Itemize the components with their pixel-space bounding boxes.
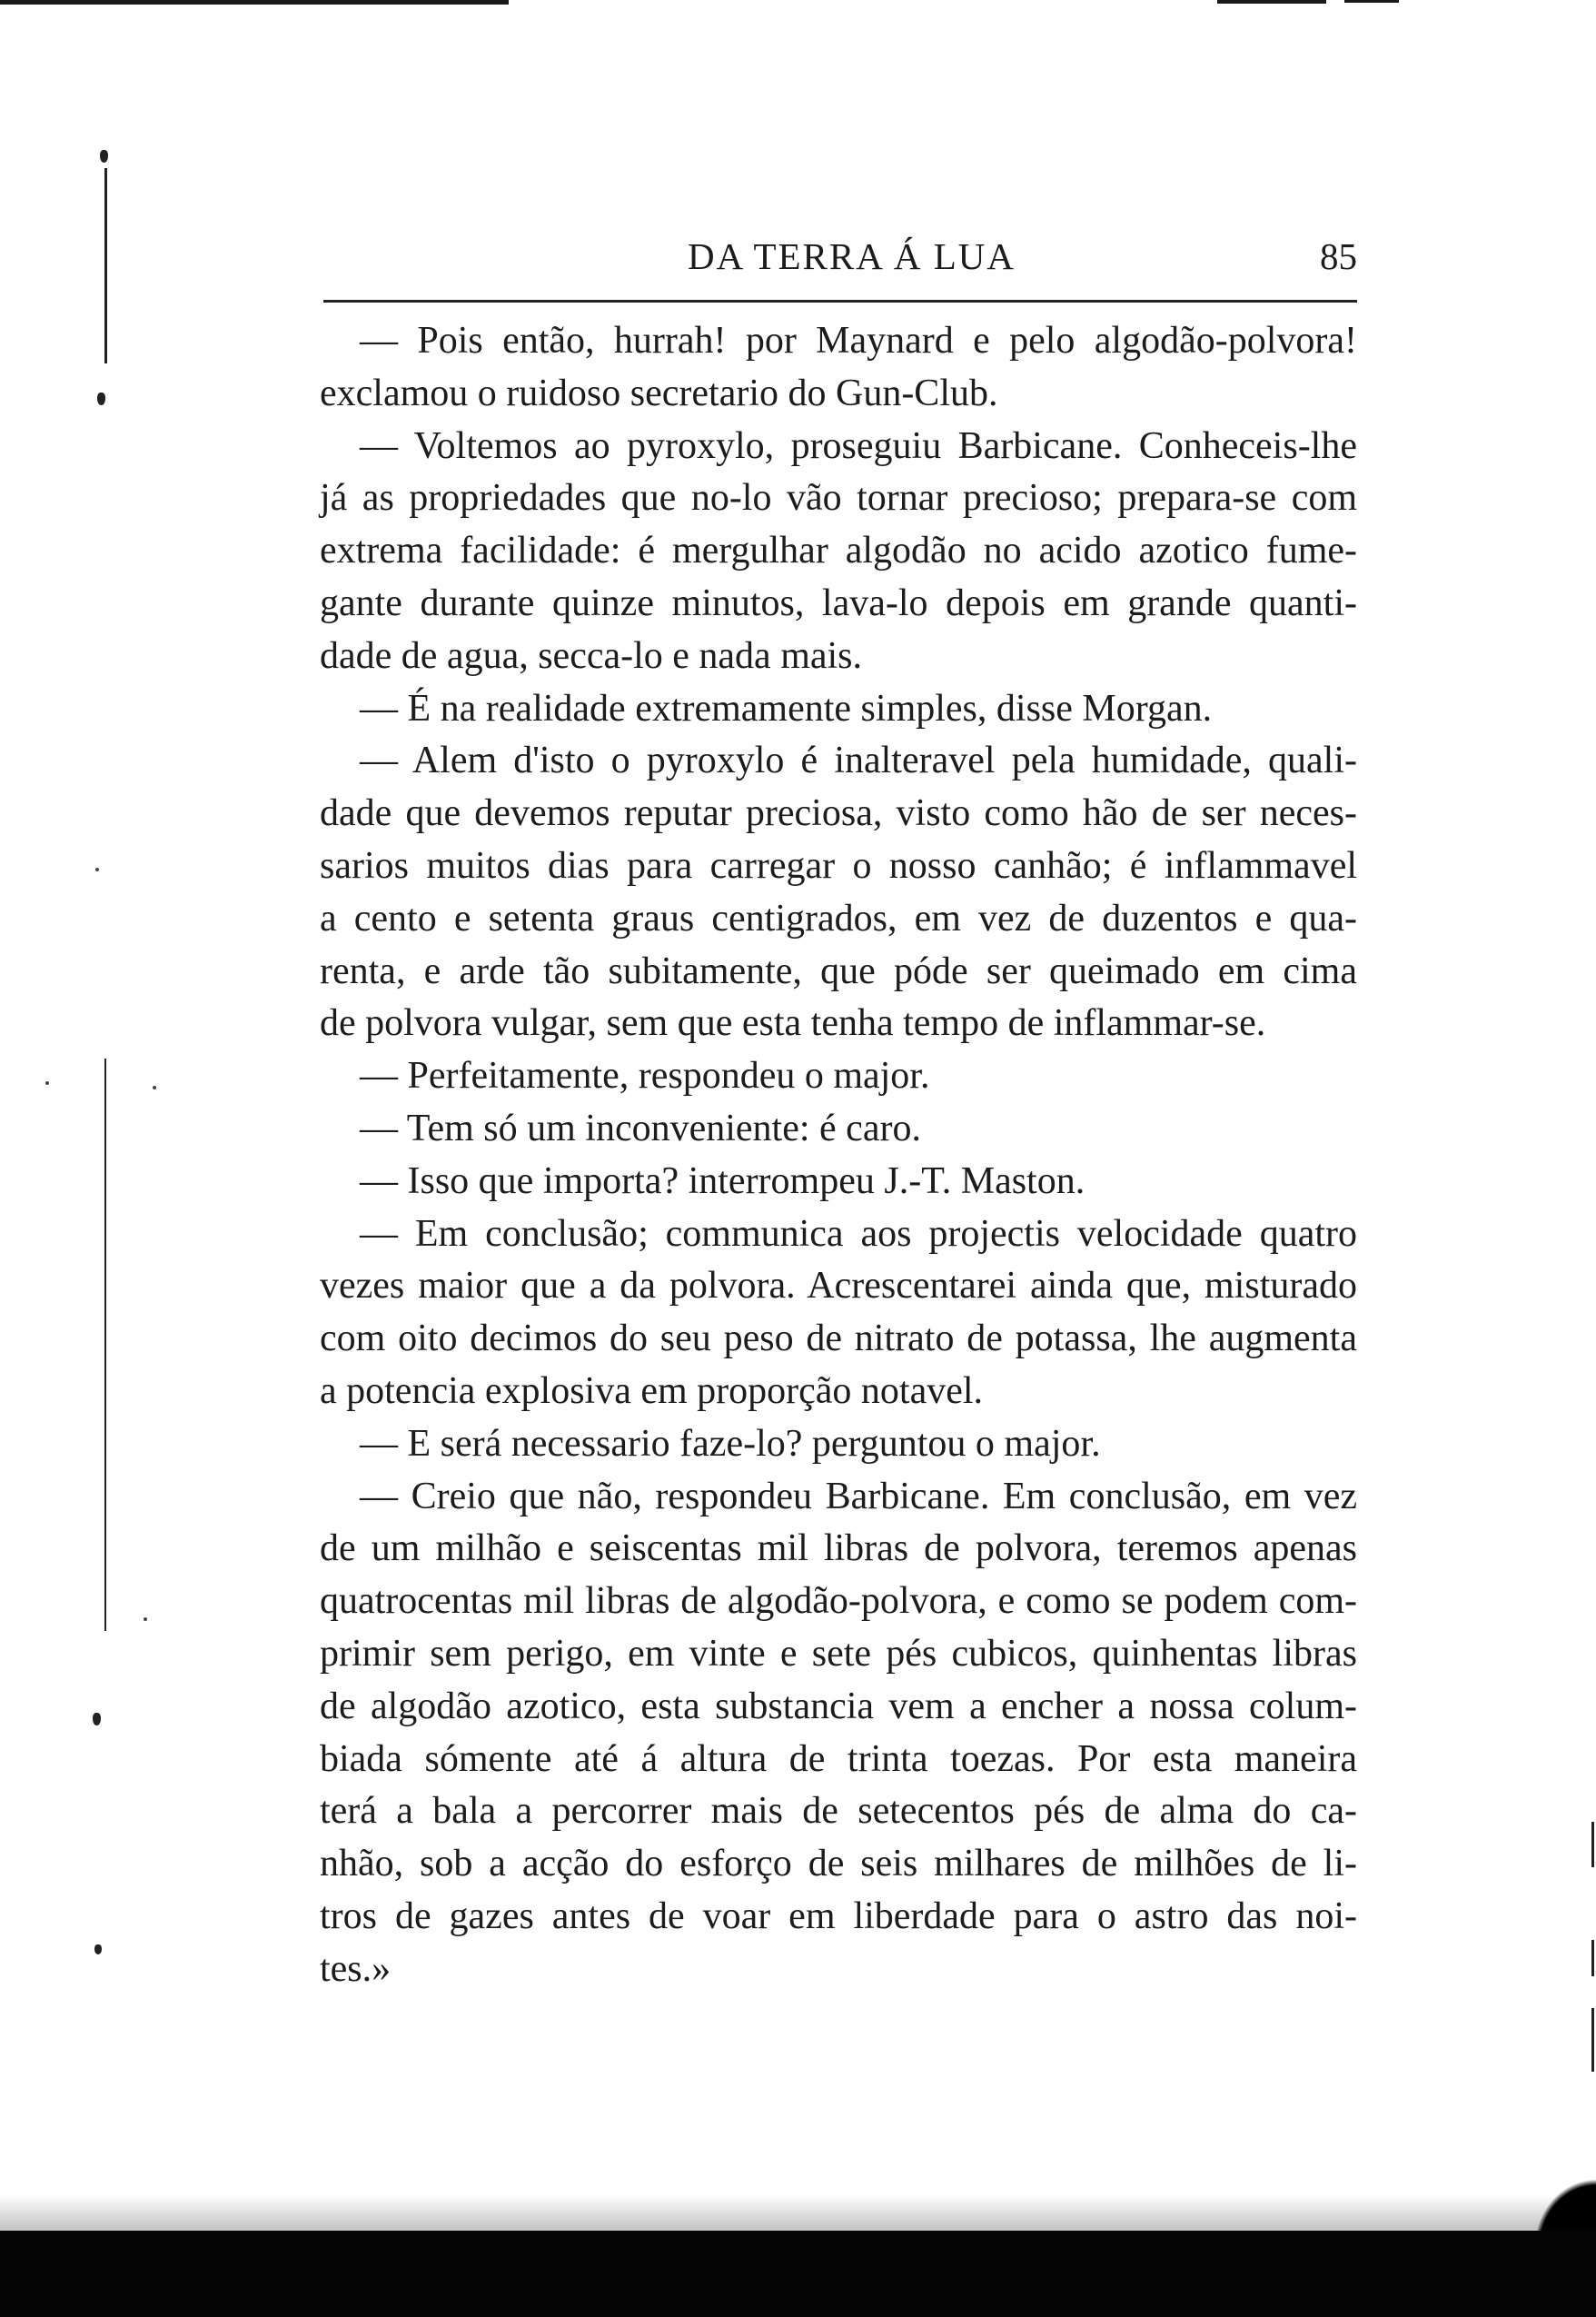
- margin-dot: [144, 1617, 147, 1621]
- text-line: de polvora vulgar, sem que esta tenha tempo de inflammar-se.: [320, 1002, 1266, 1045]
- page-number: 85: [1320, 235, 1357, 277]
- text-line: biada sómente até á altura de trinta toezas. Por esta maneira: [320, 1737, 1357, 1780]
- running-title: DA TERRA Á LUA: [688, 235, 1016, 277]
- text-line: de algodão azotico, esta substancia vem a encher a nossa colum-: [320, 1685, 1357, 1727]
- text-line: — Tem só um inconveniente: é caro.: [360, 1107, 921, 1149]
- text-line: tes.»: [320, 1947, 392, 1990]
- text-line: tros de gazes antes de voar em liberdade para o astro das noi-: [320, 1894, 1357, 1937]
- margin-dot: [153, 1086, 156, 1089]
- body-text: [320, 315, 1357, 1996]
- text-line: — Alem d'isto o pyroxylo é inalteravel pela humidade, quali-: [360, 740, 1357, 782]
- text-line: — Isso que importa? interrompeu J.-T. Maston.: [360, 1159, 1085, 1202]
- text-line: a cento e setenta graus centigrados, em vez de duzentos e qua-: [320, 897, 1357, 940]
- text-line: de um milhão e seiscentas mil libras de polvora, teremos apenas: [320, 1527, 1357, 1570]
- text-line: primir sem perigo, em vinte e sete pés cubicos, quinhentas libras: [320, 1632, 1357, 1675]
- text-line: — Voltemos ao pyroxylo, proseguiu Barbicane. Conheceis-lhe: [360, 424, 1357, 467]
- page-header: [320, 234, 1357, 280]
- margin-mark: [100, 150, 108, 163]
- right-edge-mark: [1591, 1940, 1594, 1976]
- text-line: exclamou o ruidoso secretario do Gun-Club.: [320, 372, 998, 414]
- text-line: — É na realidade extremamente simples, disse Morgan.: [360, 687, 1213, 730]
- margin-mark: [93, 1713, 101, 1725]
- text-line: dade que devemos reputar preciosa, visto como hão de ser neces-: [320, 792, 1357, 835]
- margin-mark: [94, 1944, 102, 1954]
- text-line: — Perfeitamente, respondeu o major.: [360, 1055, 930, 1098]
- margin-mark: [97, 393, 105, 405]
- right-edge-mark: [1591, 1822, 1594, 1867]
- scan-bottom-edge: [0, 2231, 1596, 2317]
- text-line: terá a bala a percorrer mais de setecentos pés de alma do ca-: [320, 1790, 1357, 1833]
- text-line: nhão, sob a acção do esforço de seis milhares de milhões de li-: [320, 1843, 1357, 1885]
- margin-dot: [95, 868, 99, 871]
- text-line: — Em conclusão; communica aos projectis velocidade quatro: [360, 1212, 1357, 1255]
- text-line: — Pois então, hurrah! por Maynard e pelo algodão-polvora!: [360, 320, 1357, 362]
- text-line: — E será necessario faze-lo? perguntou o major.: [360, 1422, 1101, 1465]
- text-line: gante durante quinze minutos, lava-lo depois em grande quanti-: [320, 582, 1357, 624]
- header-rule: [323, 300, 1357, 303]
- text-line: sarios muitos dias para carregar o nosso canhão; é inflammavel: [320, 844, 1357, 887]
- text-line: renta, e arde tão subitamente, que póde ser queimado em cima: [320, 950, 1357, 992]
- right-edge-mark: [1591, 2008, 1594, 2072]
- text-line: quatrocentas mil libras de algodão-polvora, e como se podem com-: [320, 1580, 1357, 1623]
- margin-dot: [45, 1081, 49, 1085]
- text-line: a potencia explosiva em proporção notavel.: [320, 1369, 984, 1412]
- margin-line-lower: [104, 1059, 106, 1631]
- text-line: — Creio que não, respondeu Barbicane. Em conclusão, em vez: [360, 1475, 1357, 1517]
- text-line: dade de agua, secca-lo e nada mais.: [320, 634, 863, 677]
- text-line: extrema facilidade: é mergulhar algodão no acido azotico fume-: [320, 530, 1357, 572]
- text-line: vezes maior que a da polvora. Acrescentarei ainda que, misturado: [320, 1265, 1357, 1308]
- text-line: com oito decimos do seu peso de nitrato de potassa, lhe augmenta: [320, 1318, 1357, 1360]
- scan-top-edge: [0, 0, 1596, 15]
- text-line: já as propriedades que no-lo vão tornar precioso; prepara-se com: [320, 477, 1357, 520]
- margin-line-upper: [104, 168, 107, 363]
